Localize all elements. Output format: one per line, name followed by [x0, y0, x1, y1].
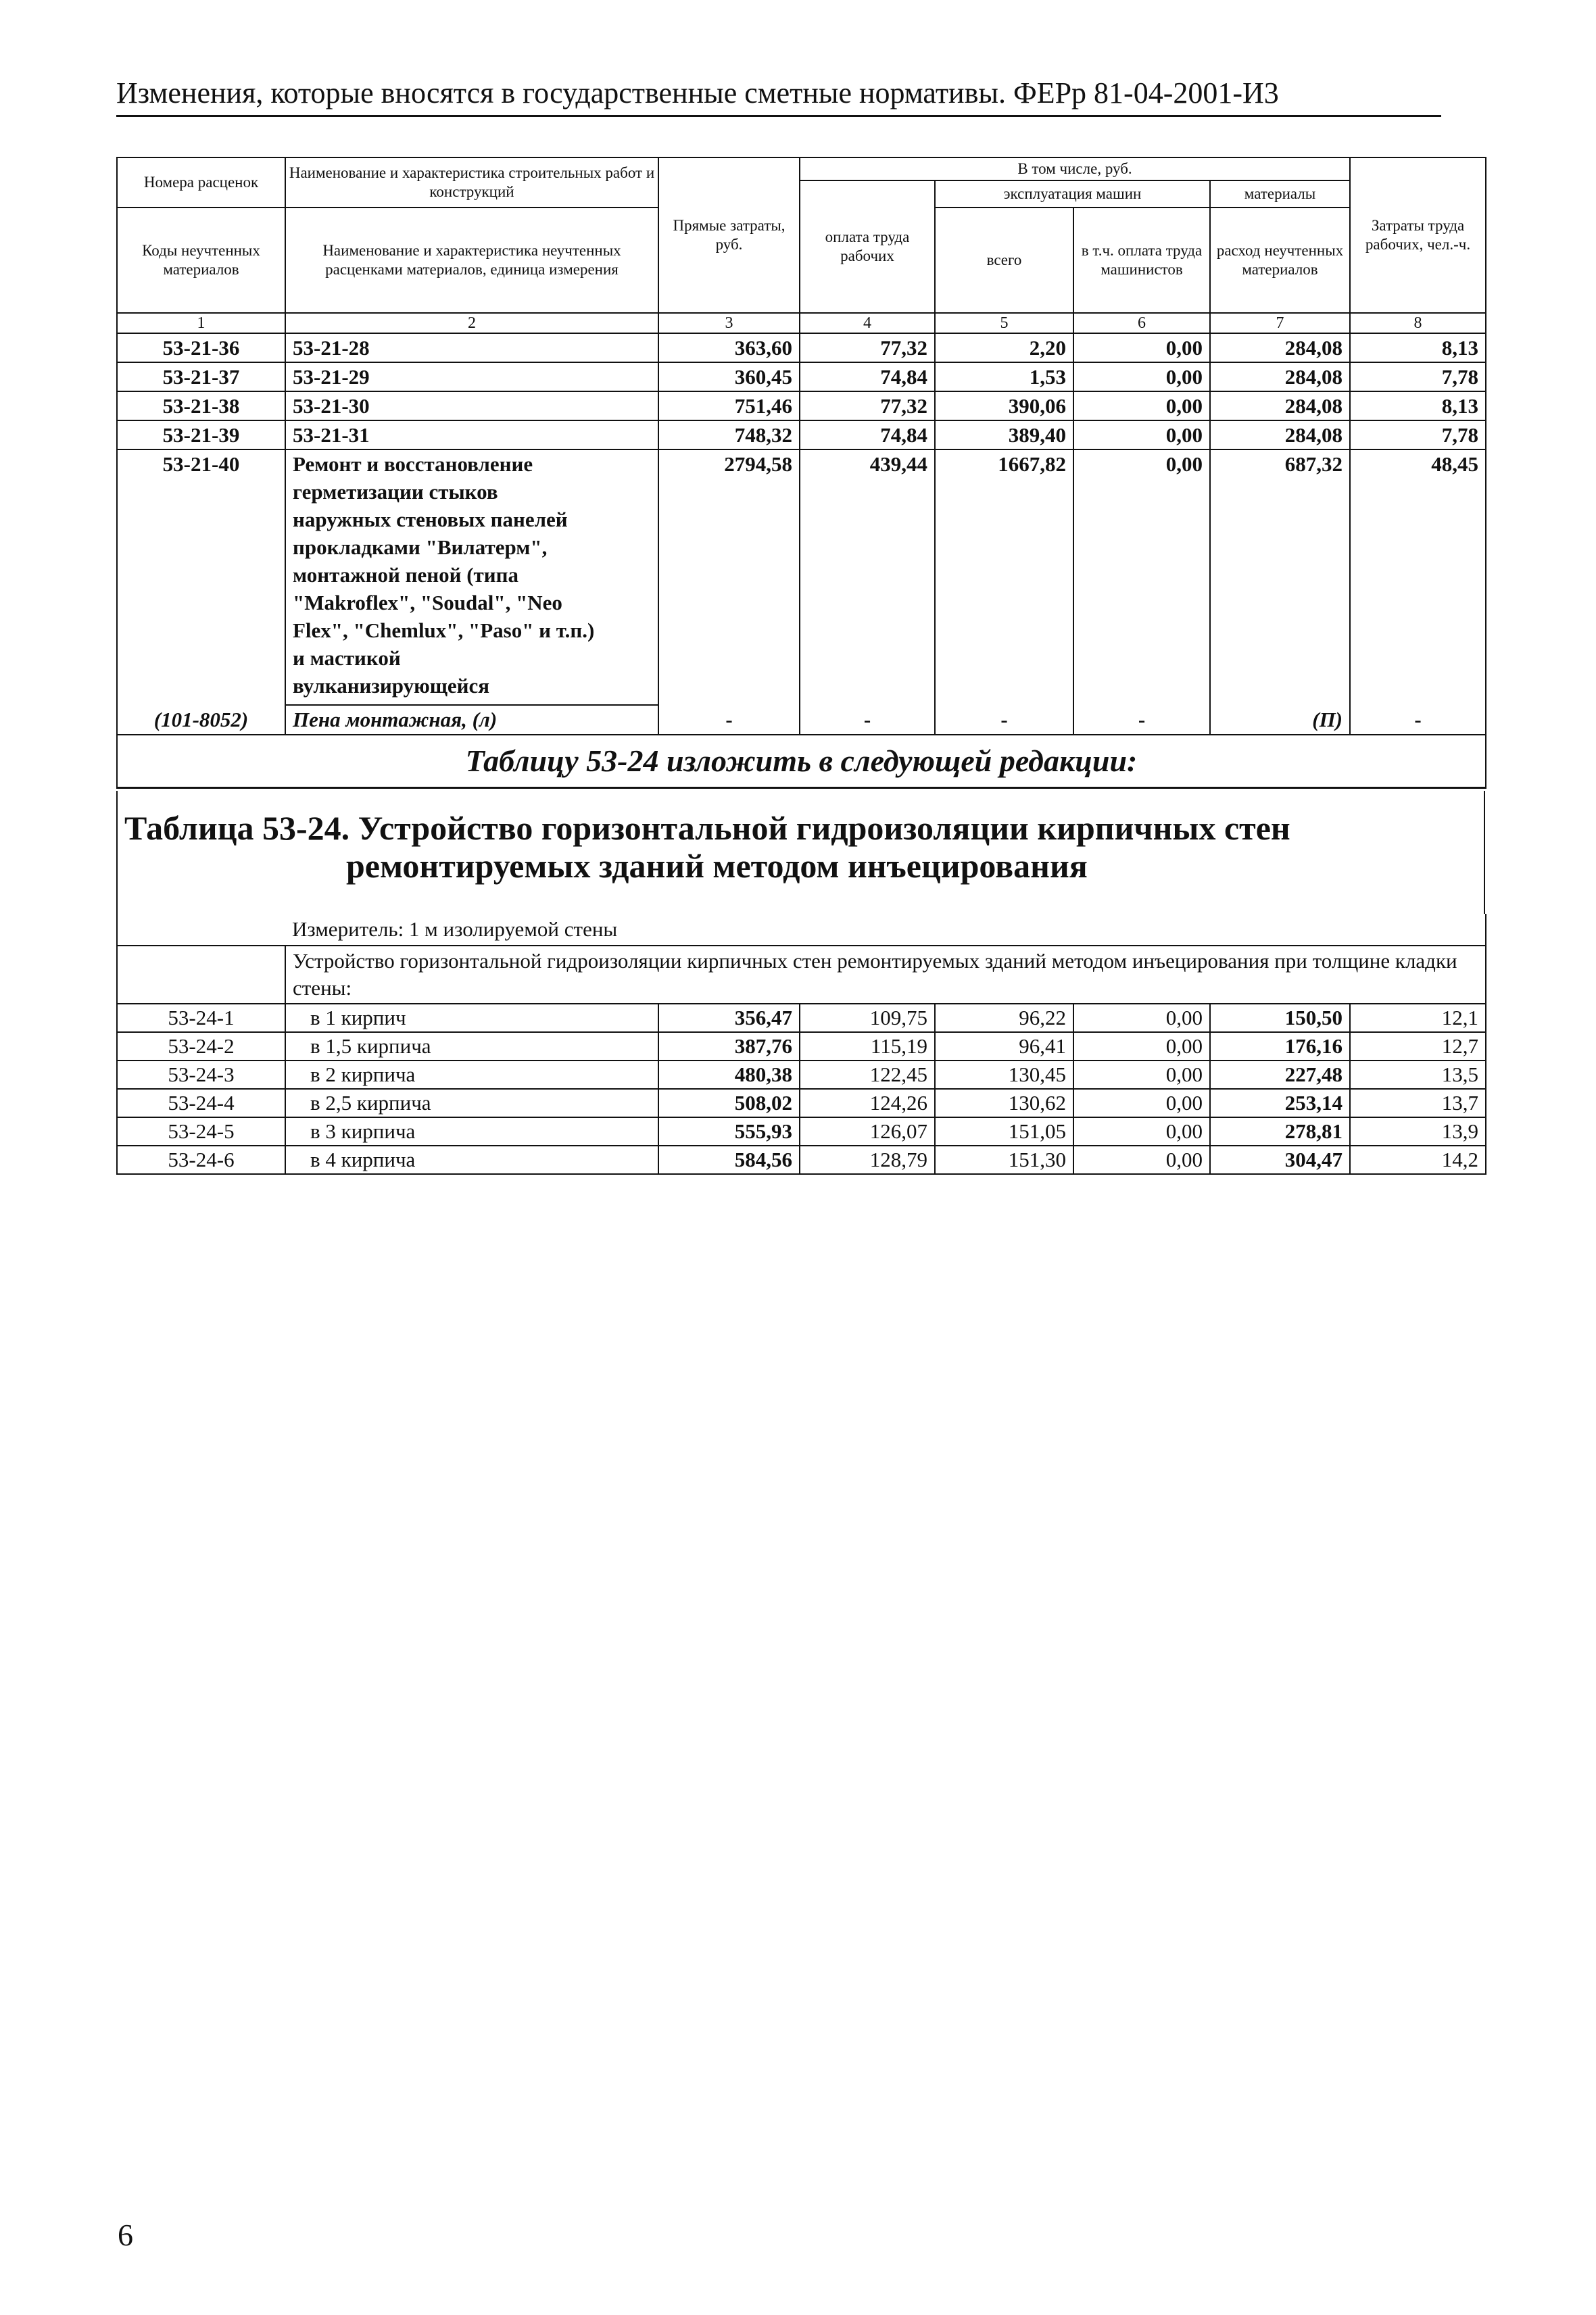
- operators-pay: 0,00: [1073, 1089, 1210, 1117]
- rate-name: в 2,5 кирпича: [285, 1089, 658, 1117]
- operators-pay: 0,00: [1073, 362, 1210, 391]
- rate-code: 53-24-3: [117, 1061, 285, 1089]
- labor-pay: 126,07: [800, 1117, 935, 1146]
- column-number: 5: [935, 313, 1073, 333]
- labor-pay: 122,45: [800, 1061, 935, 1089]
- machines-total: 389,40: [935, 420, 1073, 449]
- header-machines: эксплуатация машин: [935, 180, 1210, 208]
- replacement-note: Таблицу 53-24 изложить в следующей редакции:: [117, 735, 1486, 788]
- labor-hours: 8,13: [1350, 391, 1486, 420]
- direct-costs: 363,60: [658, 333, 800, 362]
- column-number: 1: [117, 313, 285, 333]
- direct-costs: 748,32: [658, 420, 800, 449]
- labor-pay: 115,19: [800, 1032, 935, 1061]
- direct-costs: 584,56: [658, 1146, 800, 1174]
- rate-code: 53-24-4: [117, 1089, 285, 1117]
- rate-name: 53-21-29: [285, 362, 658, 391]
- materials: 227,48: [1210, 1061, 1350, 1089]
- header-work-name: Наименование и характеристика строительных работ и конструкций: [285, 157, 658, 208]
- column-number: 8: [1350, 313, 1486, 333]
- header-direct-costs: Прямые затраты, руб.: [658, 157, 800, 313]
- rates-table: [116, 157, 1486, 789]
- header-material-use: расход неучтенных материалов: [1210, 208, 1350, 313]
- header-labor-hours: Затраты труда рабочих, чел.-ч.: [1350, 157, 1486, 313]
- machines-total: 1,53: [935, 362, 1073, 391]
- header-material-codes: Коды неучтенных материалов: [117, 208, 285, 313]
- direct-costs: -: [658, 705, 800, 735]
- operators-pay: 0,00: [1073, 1117, 1210, 1146]
- materials: 253,14: [1210, 1089, 1350, 1117]
- rate-name: 53-21-30: [285, 391, 658, 420]
- labor-hours: 7,78: [1350, 362, 1486, 391]
- rate-code: 53-24-6: [117, 1146, 285, 1174]
- rate-code: 53-21-40: [117, 449, 285, 705]
- header-machines-total: всего: [935, 208, 1073, 313]
- table-row: [117, 1061, 1486, 1089]
- rate-code: 53-21-37: [117, 362, 285, 391]
- rate-code: 53-21-38: [117, 391, 285, 420]
- table-53-24: [116, 914, 1486, 1175]
- table-row: [117, 1032, 1486, 1061]
- material-name: Пена монтажная, (л): [285, 705, 658, 735]
- table-title-line: ремонтируемых зданий методом инъецирования: [346, 847, 1088, 885]
- page-number: 6: [118, 2218, 133, 2252]
- rate-code: 53-24-1: [117, 1004, 285, 1032]
- rate-name-line: прокладками "Вилатерм",: [293, 535, 548, 559]
- machines-total: 2,20: [935, 333, 1073, 362]
- materials: 278,81: [1210, 1117, 1350, 1146]
- machines-total: 1667,82: [935, 449, 1073, 705]
- materials: (П): [1210, 705, 1350, 735]
- work-description: Устройство горизонтальной гидроизоляции кирпичных стен ремонтируемых зданий методом инъецирования при толщине кладки стены:: [285, 946, 1486, 1004]
- direct-costs: 360,45: [658, 362, 800, 391]
- direct-costs: 387,76: [658, 1032, 800, 1061]
- rate-name: 53-21-28: [285, 333, 658, 362]
- machines-total: 96,22: [935, 1004, 1073, 1032]
- table-row: [117, 1146, 1486, 1174]
- header-rate-numbers: Номера расценок: [117, 157, 285, 208]
- labor-pay: 74,84: [800, 362, 935, 391]
- rate-code: 53-21-39: [117, 420, 285, 449]
- operators-pay: -: [1073, 705, 1210, 735]
- table-row: [117, 362, 1486, 391]
- direct-costs: 508,02: [658, 1089, 800, 1117]
- materials: 284,08: [1210, 391, 1350, 420]
- rate-name: в 4 кирпича: [285, 1146, 658, 1174]
- operators-pay: 0,00: [1073, 333, 1210, 362]
- header-operators-pay: в т.ч. оплата труда машинистов: [1073, 208, 1210, 313]
- rate-code: 53-24-2: [117, 1032, 285, 1061]
- machines-total: 151,05: [935, 1117, 1073, 1146]
- direct-costs: 555,93: [658, 1117, 800, 1146]
- labor-pay: -: [800, 705, 935, 735]
- header-including: В том числе, руб.: [800, 157, 1350, 180]
- machines-total: 130,45: [935, 1061, 1073, 1089]
- rate-name: в 2 кирпича: [285, 1061, 658, 1089]
- rate-name-line: монтажной пеной (типа: [293, 563, 518, 587]
- column-number: 6: [1073, 313, 1210, 333]
- rate-name: в 1,5 кирпича: [285, 1032, 658, 1061]
- materials: 284,08: [1210, 420, 1350, 449]
- rate-name-line: вулканизирующейся: [293, 674, 490, 698]
- table-row: [117, 333, 1486, 362]
- materials: 284,08: [1210, 362, 1350, 391]
- direct-costs: 480,38: [658, 1061, 800, 1089]
- labor-hours: -: [1350, 705, 1486, 735]
- operators-pay: 0,00: [1073, 1061, 1210, 1089]
- materials: 150,50: [1210, 1004, 1350, 1032]
- labor-hours: 13,5: [1350, 1061, 1486, 1089]
- column-number: 2: [285, 313, 658, 333]
- rate-name: в 3 кирпича: [285, 1117, 658, 1146]
- materials: 284,08: [1210, 333, 1350, 362]
- operators-pay: 0,00: [1073, 391, 1210, 420]
- labor-pay: 77,32: [800, 391, 935, 420]
- running-header: Изменения, которые вносятся в государственные сметные нормативы. ФЕРр 81-04-2001-И3: [116, 74, 1441, 117]
- material-row: [117, 705, 1486, 735]
- rate-name-line: и мастикой: [293, 646, 401, 670]
- rate-name-line: Flex", "Chemlux", "Paso" и т.п.): [293, 618, 595, 642]
- labor-hours: 12,1: [1350, 1004, 1486, 1032]
- labor-hours: 14,2: [1350, 1146, 1486, 1174]
- header-labor-pay: оплата труда рабочих: [800, 180, 935, 313]
- labor-hours: 12,7: [1350, 1032, 1486, 1061]
- operators-pay: 0,00: [1073, 1146, 1210, 1174]
- rate-code: 53-21-36: [117, 333, 285, 362]
- rate-name-line: наружных стеновых панелей: [293, 508, 568, 531]
- labor-pay: 109,75: [800, 1004, 935, 1032]
- machines-total: 96,41: [935, 1032, 1073, 1061]
- labor-hours: 13,9: [1350, 1117, 1486, 1146]
- table-row: [117, 449, 1486, 705]
- labor-hours: 13,7: [1350, 1089, 1486, 1117]
- direct-costs: 2794,58: [658, 449, 800, 705]
- table-row: [117, 1089, 1486, 1117]
- rate-name-line: герметизации стыков: [293, 480, 498, 504]
- rate-name: в 1 кирпич: [285, 1004, 658, 1032]
- rate-name-line: "Makroflex", "Soudal", "Neo: [293, 591, 562, 614]
- machines-total: 151,30: [935, 1146, 1073, 1174]
- operators-pay: 0,00: [1073, 1004, 1210, 1032]
- table-53-24-title: [116, 791, 1485, 914]
- labor-hours: 7,78: [1350, 420, 1486, 449]
- labor-pay: 74,84: [800, 420, 935, 449]
- labor-pay: 77,32: [800, 333, 935, 362]
- direct-costs: 356,47: [658, 1004, 800, 1032]
- column-number: 3: [658, 313, 800, 333]
- machines-total: 130,62: [935, 1089, 1073, 1117]
- machines-total: 390,06: [935, 391, 1073, 420]
- rate-name: 53-21-31: [285, 420, 658, 449]
- rate-code: 53-24-5: [117, 1117, 285, 1146]
- header-materials: материалы: [1210, 180, 1350, 208]
- machines-total: -: [935, 705, 1073, 735]
- column-number: 7: [1210, 313, 1350, 333]
- direct-costs: 751,46: [658, 391, 800, 420]
- labor-pay: 128,79: [800, 1146, 935, 1174]
- materials: 304,47: [1210, 1146, 1350, 1174]
- header-material-names: Наименование и характеристика неучтенных расценками материалов, единица измерения: [285, 208, 658, 313]
- operators-pay: 0,00: [1073, 449, 1210, 705]
- materials: 176,16: [1210, 1032, 1350, 1061]
- measurement-unit: Измеритель: 1 м изолируемой стены: [285, 914, 1486, 946]
- table-row: [117, 1004, 1486, 1032]
- column-number: 4: [800, 313, 935, 333]
- operators-pay: 0,00: [1073, 1032, 1210, 1061]
- table-row: [117, 420, 1486, 449]
- table-row: [117, 1117, 1486, 1146]
- labor-pay: 124,26: [800, 1089, 935, 1117]
- table-title-line: Таблица 53-24. Устройство горизонтальной гидроизоляции кирпичных стен: [124, 809, 1290, 847]
- rate-name: [285, 449, 658, 705]
- labor-hours: 48,45: [1350, 449, 1486, 705]
- labor-hours: 8,13: [1350, 333, 1486, 362]
- labor-pay: 439,44: [800, 449, 935, 705]
- material-code: (101-8052): [117, 705, 285, 735]
- materials: 687,32: [1210, 449, 1350, 705]
- rate-name-line: Ремонт и восстановление: [293, 452, 533, 476]
- table-row: [117, 391, 1486, 420]
- operators-pay: 0,00: [1073, 420, 1210, 449]
